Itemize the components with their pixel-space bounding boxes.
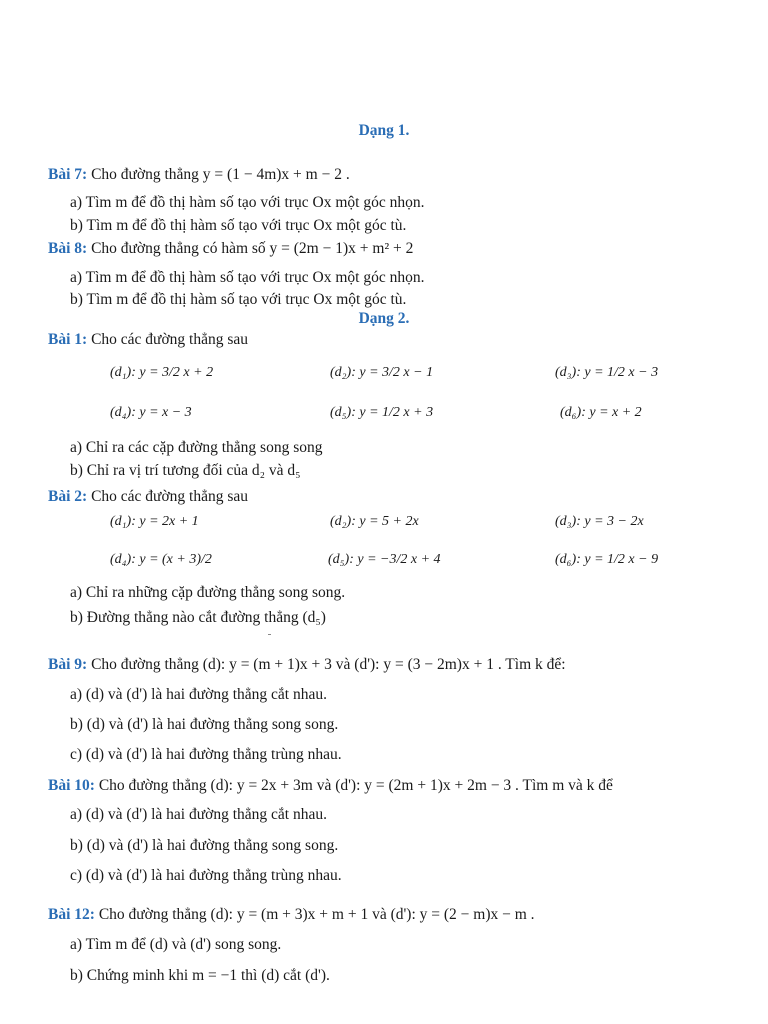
bai10-b: b) (d) và (d') là hai đường thẳng song song. bbox=[70, 837, 339, 854]
bai7-text: Cho đường thẳng y = (1 − 4m)x + m − 2 . bbox=[87, 166, 350, 183]
heading-dang-1: Dạng 1. bbox=[358, 122, 410, 139]
bai8-line bbox=[48, 240, 413, 258]
bai9-c: c) (d) và (d') là hai đường thẳng trùng nhau. bbox=[70, 746, 342, 763]
bai9-text: Cho đường thẳng (d): y = (m + 1)x + 3 và (d'): y = (3 − 2m)x + 1 . Tìm k để: bbox=[87, 656, 566, 673]
bai9-line bbox=[48, 656, 566, 674]
bai1-label: Bài 1: bbox=[48, 331, 88, 348]
bai2-text: Cho các đường thẳng sau bbox=[87, 488, 248, 505]
bai7-label: Bài 7: bbox=[48, 166, 88, 183]
bai10-text: Cho đường thẳng (d): y = 2x + 3m và (d'): y = (2m + 1)x + 2m − 3 . Tìm m và k để bbox=[94, 777, 613, 794]
bai2-line bbox=[48, 488, 248, 506]
bai8-a: a) Tìm m để đồ thị hàm số tạo với trục Ox một góc nhọn. bbox=[70, 269, 425, 286]
bai1-eq-d4: (d₄): y = x − 3 bbox=[110, 405, 192, 420]
bai2-eq-d3: (d₃): y = 3 − 2x bbox=[555, 514, 644, 529]
bai2-eq-d4: (d₄): y = (x + 3)/2 bbox=[110, 552, 212, 567]
heading-dang-2: Dạng 2. bbox=[358, 310, 410, 327]
bai9-a: a) (d) và (d') là hai đường thẳng cắt nhau. bbox=[70, 686, 327, 703]
bai8-b: b) Tìm m để đồ thị hàm số tạo với trục Ox một góc tù. bbox=[70, 291, 407, 308]
bai9-b: b) (d) và (d') là hai đường thẳng song song. bbox=[70, 716, 339, 733]
bai1-eq-d5: (d₅): y = 1/2 x + 3 bbox=[330, 405, 434, 420]
bai1-a: a) Chỉ ra các cặp đường thẳng song song bbox=[70, 439, 323, 456]
bai12-line bbox=[48, 906, 535, 924]
bai2-label: Bài 2: bbox=[48, 488, 88, 505]
bai8-label: Bài 8: bbox=[48, 240, 88, 257]
bai1-eq-d3: (d₃): y = 1/2 x − 3 bbox=[555, 365, 659, 380]
bai12-a: a) Tìm m để (d) và (d') song song. bbox=[70, 936, 282, 953]
bai7-b: b) Tìm m để đồ thị hàm số tạo với trục Ox một góc tù. bbox=[70, 217, 407, 234]
bai1-eq-d2: (d₂): y = 3/2 x − 1 bbox=[330, 365, 434, 380]
bai1-text: Cho các đường thẳng sau bbox=[87, 331, 248, 348]
bai7-a: a) Tìm m để đồ thị hàm số tạo với trục Ox một góc nhọn. bbox=[70, 194, 425, 211]
bai7-line bbox=[48, 166, 350, 184]
bai2-a: a) Chỉ ra những cặp đường thẳng song song. bbox=[70, 584, 346, 601]
bai1-line bbox=[48, 331, 248, 349]
bai12-label: Bài 12: bbox=[48, 906, 95, 923]
bai2-eq-d1: (d₁): y = 2x + 1 bbox=[110, 514, 199, 529]
bai9-label: Bài 9: bbox=[48, 656, 88, 673]
bai10-a: a) (d) và (d') là hai đường thẳng cắt nhau. bbox=[70, 806, 327, 823]
scan-mark bbox=[268, 634, 271, 635]
bai1-eq-d6: (d₆): y = x + 2 bbox=[560, 405, 642, 420]
bai1-eq-d1: (d₁): y = 3/2 x + 2 bbox=[110, 365, 214, 380]
bai2-eq-d6: (d₆): y = 1/2 x − 9 bbox=[555, 552, 659, 567]
bai2-eq-d2: (d₂): y = 5 + 2x bbox=[330, 514, 419, 529]
bai12-b: b) Chứng minh khi m = −1 thì (d) cắt (d'). bbox=[70, 967, 330, 984]
bai10-label: Bài 10: bbox=[48, 777, 95, 794]
bai2-b: b) Đường thẳng nào cắt đường thẳng (d₅) bbox=[70, 609, 326, 626]
bai1-b: b) Chỉ ra vị trí tương đối của d₂ và d₅ bbox=[70, 462, 301, 479]
bai2-eq-d5: (d₅): y = −3/2 x + 4 bbox=[328, 552, 441, 567]
bai8-text: Cho đường thẳng có hàm số y = (2m − 1)x + m² + 2 bbox=[87, 240, 414, 257]
bai10-line bbox=[48, 777, 613, 795]
bai12-text: Cho đường thẳng (d): y = (m + 3)x + m + 1 và (d'): y = (2 − m)x − m . bbox=[94, 906, 535, 923]
bai10-c: c) (d) và (d') là hai đường thẳng trùng nhau. bbox=[70, 867, 342, 884]
